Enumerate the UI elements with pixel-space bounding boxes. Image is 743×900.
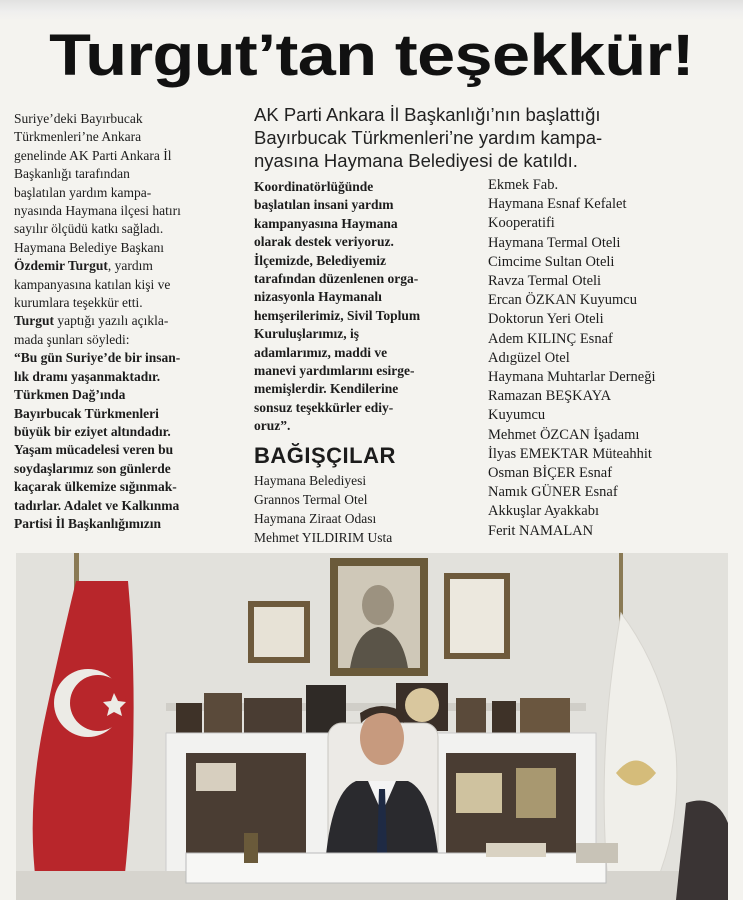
column1-line: Yaşam mücadelesi veren bu [14,442,174,458]
column1-line: kurumlara teşekkür etti. [14,295,143,311]
donor-item: Adem KILINÇ Esnaf [488,330,613,347]
body-column-2 [254,178,486,436]
donor-item: Cimcime Sultan Oteli [488,253,615,270]
column1-line: “Bu gün Suriye’de bir insan- [14,350,181,366]
donor-item: Kuyumcu [488,407,546,424]
column1-line: Bayırbucak Türkmenleri [14,405,159,421]
donors-heading: BAĞIŞÇILAR [254,443,396,468]
headline: Turgut’tan teşekkür! [49,23,694,88]
column2-line: tarafından düzenlenen orga- [254,271,419,287]
donor-item: Haymana Termal Oteli [488,234,621,251]
column1-line: tadırlar. Adalet ve Kalkınma [14,497,180,513]
office-photo-illustration [16,553,728,900]
column2-line: nizasyonla Haymanalı [254,289,382,305]
column1-line: Türkmen Dağ’ında [14,387,126,403]
donor-item: Osman BİÇER Esnaf [488,465,613,482]
donor-item: İlyas EMEKTAR Müteahhit [488,445,652,462]
column1-line: lık dramı yaşanmaktadır. [14,368,161,384]
column1-line: başlatılan yardım kampa- [14,184,152,200]
donor-item: Ravza Termal Oteli [488,273,602,290]
donor-item: Mehmet YILDIRIM Usta [254,530,393,545]
column1-line: kampanyasına katılan kişi ve [14,276,171,292]
column1-line: Partisi İl Başkanlığımızın [14,515,162,531]
person-face [360,711,404,765]
column1-line: sayılır ölçüdü katkı sağladı. [14,221,164,237]
donor-item: Haymana Muhtarlar Derneği [488,369,656,386]
donor-item: Haymana Ziraat Odası [254,511,377,526]
column1-line-rest: , yardım [107,258,153,274]
donor-item: Adıgüzel Otel [488,349,570,366]
column2-line: oruz”. [254,418,291,434]
deck-line: nyasına Haymana Belediyesi de katıldı. [254,150,578,171]
donor-item: Ramazan BEŞKAYA [488,388,612,405]
column2-line: olarak destek veriyoruz. [254,234,394,250]
deck-line: Bayırbucak Türkmenleri’ne yardım kampa- [254,127,603,148]
column1-line: nyasında Haymana ilçesi hatırı [14,203,181,219]
donor-item: Haymana Belediyesi [254,473,367,488]
donor-item: Doktorun Yeri Oteli [488,311,604,328]
column2-line: hemşerilerimiz, Sivil Toplum [254,307,421,323]
column1-line: Başkanlığı tarafından [14,166,130,182]
column1-line: genelinde AK Parti Ankara İl [14,147,172,163]
donors-list-a [254,471,484,547]
column1-line [14,312,246,330]
bold-name: Turgut [14,313,55,329]
body-column-1 [14,110,246,533]
column2-line: manevi yardımlarını esirge- [254,363,415,379]
donor-item: Haymana Esnaf Kefalet [488,196,627,213]
column2-line: İlçemizde, Belediyemiz [254,252,386,268]
column2-line: kampanyasına Haymana [254,215,398,231]
deck-line: AK Parti Ankara İl Başkanlığı’nın başlattığı [254,104,601,125]
column2-line: başlatılan insani yardım [254,197,394,213]
donor-item: Akkuşlar Ayakkabı [488,503,600,520]
column1-line: Türkmenleri’ne Ankara [14,129,142,145]
column1-line: kaçarak ülkemize sığınmak- [14,479,177,495]
donors-list-b [488,176,736,541]
column2-line: adamlarımız, maddi ve [254,344,388,360]
donor-item: Grannos Termal Otel [254,492,368,507]
column1-line [14,257,246,275]
donor-item: Ferit NAMALAN [488,522,594,539]
office-photo [16,553,728,900]
column1-line-rest: yaptığı yazılı açıkla- [54,313,169,329]
column2-line: Koordinatörlüğünde [254,179,374,194]
donor-item: Mehmet ÖZCAN İşadamı [488,426,640,443]
donor-item: Ekmek Fab. [488,177,559,193]
column2-line: memişlerdir. Kendilerine [254,381,399,397]
column1-line: Haymana Belediye Başkanı [14,239,164,255]
donor-item: Ercan ÖZKAN Kuyumcu [488,292,637,309]
bold-name: Özdemir Turgut [14,258,108,274]
column2-line: Kuruluşlarımız, iş [254,326,360,342]
column1-line: soydaşlarımız son günlerde [14,460,171,476]
deck-subheading [254,103,734,172]
column2-line: sonsuz teşekkürler ediy- [254,399,394,415]
column1-line: büyük bir eziyet altındadır. [14,423,171,439]
donor-item: Kooperatifi [488,215,555,232]
column1-line: mada şunları söyledi: [14,331,130,347]
donor-item: Namık GÜNER Esnaf [488,484,618,501]
column1-line: Suriye’deki Bayırbucak [14,111,143,126]
